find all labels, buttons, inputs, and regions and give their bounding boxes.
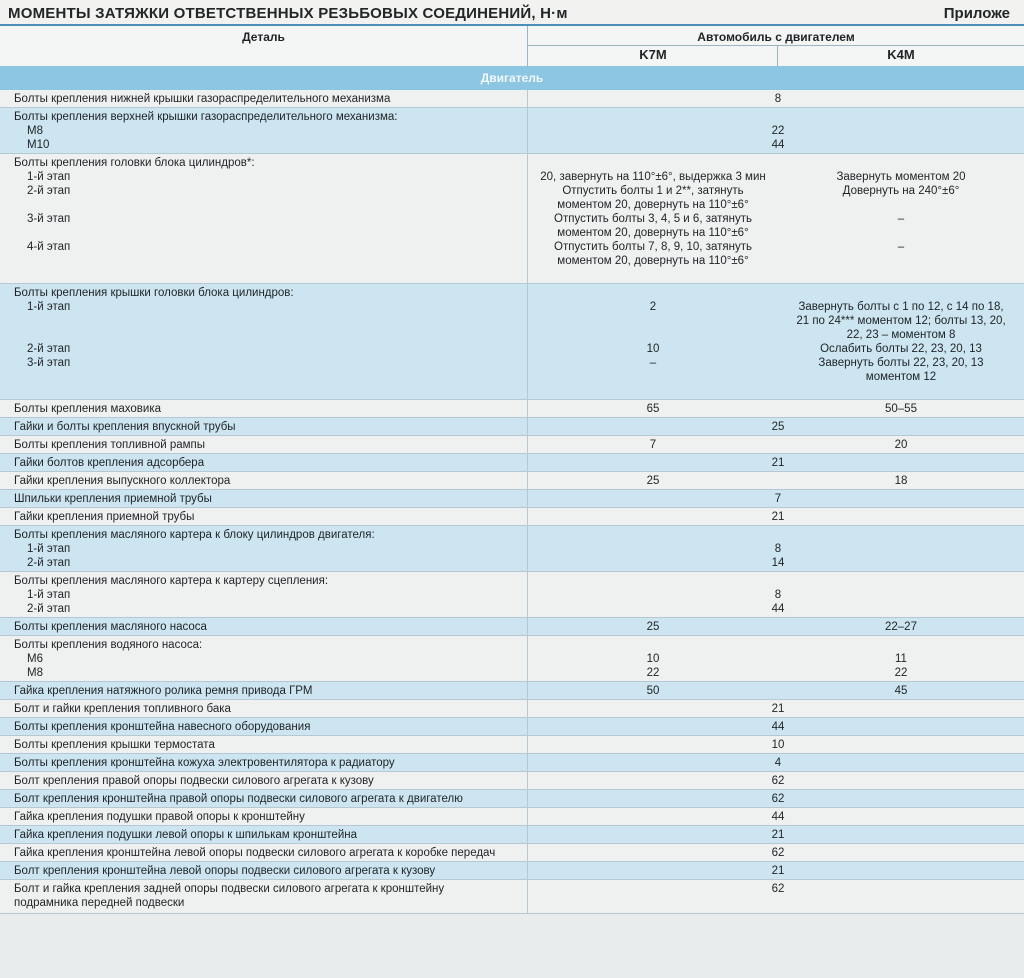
table-row [0,618,1024,636]
torque-k7m-line [528,638,778,652]
part-name [14,528,524,570]
header-divider [528,45,1024,46]
table-row [0,826,1024,844]
column-header [0,26,1024,66]
section-title: Двигатель [480,71,544,85]
part-name-line: Болты крепления масляного картера к картеру сцепления: [14,575,329,587]
part-name-line: Гайки и болты крепления впускной трубы [14,421,236,433]
part-name-line: Болты крепления крышки термостата [14,739,215,751]
page-header [0,0,1024,26]
part-name [14,638,524,680]
torque-k7m [528,286,778,370]
torque-k4m-line: 11 [895,653,907,665]
torque-both [528,420,1024,434]
table-row [0,454,1024,472]
part-name-line: Болт крепления кронштейна правой опоры подвески силового агрегата к двигателю [14,793,463,805]
torque-both-line: 62 [771,883,785,895]
part-name-line: 1-й этап [27,301,71,313]
torque-both [528,774,1024,788]
row-divider [527,436,528,454]
torque-k4m-line: 20 [894,439,908,451]
torque-k7m-line: 10 [646,653,660,665]
row-divider [527,736,528,754]
table-row [0,436,1024,454]
torque-k4m [778,438,1024,452]
row-divider [527,754,528,772]
torque-both [528,882,1024,896]
torque-both-line: 10 [771,739,785,751]
torque-k4m-line [778,226,1024,240]
table-row [0,572,1024,618]
torque-both [528,828,1024,842]
torque-both-line: 44 [771,721,785,733]
row-divider [527,508,528,526]
torque-k4m-line: 18 [894,475,908,487]
part-name-line: Болты крепления кронштейна кожуха электровентилятора к радиатору [14,757,395,769]
torque-k4m-line: 22, 23 – моментом 8 [846,329,956,341]
torque-k7m-line: Отпустить болты 3, 4, 5 и 6, затянуть [554,213,752,225]
torque-k7m-line: 65 [646,403,660,415]
torque-k7m-line: 25 [646,475,660,487]
table-row [0,508,1024,526]
torque-k7m-line: моментом 20, довернуть на 110°±6° [557,199,749,211]
torque-k4m [778,402,1024,416]
torque-both [528,456,1024,470]
torque-both-line: 44 [771,811,785,823]
row-divider [527,526,528,572]
part-name-line: Болты крепления крышки головки блока цилиндров: [14,287,294,299]
torque-k7m-line [528,286,778,300]
row-divider [527,418,528,436]
table-row [0,736,1024,754]
part-name [14,574,524,616]
part-name-line: Болт и гайка крепления задней опоры подвески силового агрегата к кронштейну [14,883,445,895]
torque-both-line: 25 [771,421,785,433]
torque-k4m-line: 22 [894,667,908,679]
row-divider [527,154,528,284]
part-name-line: Болты крепления маховика [14,403,162,415]
part-name [14,420,524,434]
torque-both-line: 62 [771,775,785,787]
torque-both-line: 14 [771,557,785,569]
part-name-line: Болты крепления головки блока цилиндров*: [14,157,255,169]
row-divider [527,808,528,826]
torque-both-line: 8 [774,589,782,601]
part-name-line: 2-й этап [27,603,71,615]
row-divider [527,790,528,808]
torque-both-line: 8 [774,93,782,105]
torque-both [528,574,1024,616]
torque-k4m-line: 22–27 [885,621,917,633]
torque-k4m-line: Завернуть болты 22, 23, 20, 13 [818,357,984,369]
torque-k4m-line: Завернуть болты с 1 по 12, с 14 по 18, [798,301,1004,313]
part-name [14,810,524,824]
row-divider [527,90,528,108]
part-name [14,456,524,470]
torque-k4m [778,638,1024,680]
part-name-line: Гайка крепления подушки левой опоры к шпилькам кронштейна [14,829,358,841]
torque-k4m [778,286,1024,384]
row-divider [527,862,528,880]
torque-k7m [528,638,778,680]
row-divider [527,108,528,154]
torque-both [528,702,1024,716]
row-divider [527,718,528,736]
torque-k7m-line: Отпустить болты 7, 8, 9, 10, затянуть [554,241,752,253]
torque-both-line: 44 [771,603,785,615]
part-name [14,702,524,716]
row-divider [527,572,528,618]
part-name-line: Болты крепления топливной рампы [14,439,206,451]
torque-k7m-line: 22 [646,667,660,679]
torque-both [528,864,1024,878]
part-name-line [14,198,524,212]
torque-both [528,720,1024,734]
part-name-line: 3-й этап [27,357,71,369]
torque-both-line: 21 [771,703,785,715]
part-name-line: Болты крепления масляного насоса [14,621,207,633]
part-name [14,792,524,806]
torque-k7m-line: 2 [649,301,657,313]
table-row [0,472,1024,490]
part-name-line: M10 [27,139,50,151]
column-divider [527,26,528,66]
part-name [14,286,524,370]
torque-k7m-line [528,328,778,342]
torque-both-line: 21 [771,865,785,877]
table-row [0,790,1024,808]
torque-k7m-line: моментом 20, довернуть на 110°±6° [557,227,749,239]
torque-k4m-line [778,156,1024,170]
part-name-line: Болт крепления правой опоры подвески силового агрегата к кузову [14,775,374,787]
table-row [0,862,1024,880]
part-name [14,402,524,416]
part-name [14,110,524,152]
part-name-line: 1-й этап [27,543,71,555]
torque-both [528,92,1024,106]
torque-k4m-line: Завернуть моментом 20 [836,171,966,183]
engine-divider [777,46,778,66]
torque-k4m [778,474,1024,488]
part-name-line: 4-й этап [27,241,71,253]
torque-both [528,846,1024,860]
part-name-line: Болт крепления кронштейна левой опоры подвески силового агрегата к кузову [14,865,436,877]
part-name-line: Болт и гайки крепления топливного бака [14,703,231,715]
torque-k7m [528,438,778,452]
part-name-line: Гайки крепления выпускного коллектора [14,475,231,487]
torque-both-line: 21 [771,457,785,469]
torque-k4m-line [778,254,1024,268]
torque-k4m-line: – [897,213,905,225]
part-name [14,510,524,524]
part-name-line: Шпильки крепления приемной трубы [14,493,212,505]
table-row [0,154,1024,284]
table-row [0,700,1024,718]
table-row [0,682,1024,700]
table-row [0,490,1024,508]
torque-both [528,492,1024,506]
torque-both-line: 22 [771,125,785,137]
torque-k4m-line: 45 [894,685,908,697]
part-name [14,864,524,878]
table-row [0,526,1024,572]
torque-k4m-line: Довернуть на 240°±6° [842,185,960,197]
part-name [14,846,524,860]
torque-k7m-line: 7 [649,439,657,451]
torque-k7m [528,402,778,416]
torque-k7m-line: Отпустить болты 1 и 2**, затянуть [562,185,744,197]
part-name-line: 2-й этап [27,557,71,569]
part-name-line: 1-й этап [27,171,71,183]
torque-k4m-line [778,198,1024,212]
part-name-line: M8 [27,125,43,137]
part-name-line: Болты крепления верхней крышки газораспределительного механизма: [14,111,398,123]
torque-both-line [528,110,1024,124]
row-divider [527,472,528,490]
torque-k4m-line: 21 по 24*** моментом 12; болты 13, 20, [796,315,1006,327]
torque-both [528,792,1024,806]
row-divider [527,826,528,844]
torque-k7m-line: – [649,357,657,369]
part-name-line: 1-й этап [27,589,71,601]
torque-k7m [528,474,778,488]
torque-k7m-line: 25 [646,621,660,633]
row-divider [527,682,528,700]
table-row [0,418,1024,436]
part-name-line [14,226,524,240]
part-name-line [14,328,524,342]
page-title: МОМЕНТЫ ЗАТЯЖКИ ОТВЕТСТВЕННЫХ РЕЗЬБОВЫХ СОЕДИНЕНИЙ, Н·м [8,5,568,22]
table-row [0,754,1024,772]
torque-k4m-line: Ослабить болты 22, 23, 20, 13 [820,343,982,355]
part-name [14,156,524,254]
row-divider [527,400,528,418]
row-divider [527,490,528,508]
part-name-line: Гайки болтов крепления адсорбера [14,457,205,469]
part-name-line: Гайка крепления подушки правой опоры к кронштейну [14,811,305,823]
part-name-line: подрамника передней подвески [14,897,185,909]
table-row [0,90,1024,108]
torque-k7m-line: 10 [646,343,660,355]
part-name [14,438,524,452]
table-row [0,108,1024,154]
table-row [0,808,1024,826]
part-name [14,756,524,770]
torque-k7m-line: 50 [646,685,660,697]
torque-k4m-line: 50–55 [885,403,917,415]
row-separator [0,913,1024,914]
torque-both-line: 62 [771,793,785,805]
torque-k7m [528,684,778,698]
torque-both-line: 62 [771,847,785,859]
torque-k7m-line [528,314,778,328]
part-name-line: M6 [27,653,43,665]
torque-k4m-line [778,286,1024,300]
torque-both-line: 8 [774,543,782,555]
torque-k4m [778,684,1024,698]
row-divider [527,454,528,472]
part-name-line: Гайка крепления натяжного ролика ремня привода ГРМ [14,685,313,697]
table-row [0,284,1024,400]
part-name [14,882,524,910]
torque-k7m-line: 20, завернуть на 110°±6°, выдержка 3 мин [540,171,766,183]
column-car: Автомобиль с двигателем [697,30,855,44]
torque-both [528,810,1024,824]
torque-both-line: 21 [771,829,785,841]
part-name [14,684,524,698]
column-detail: Деталь [242,30,285,44]
part-name [14,474,524,488]
torque-k7m-line: моментом 20, довернуть на 110°±6° [557,255,749,267]
torque-both-line: 4 [774,757,782,769]
row-divider [527,844,528,862]
table-row [0,718,1024,736]
torque-both-line: 44 [771,139,785,151]
row-divider [527,880,528,914]
part-name-line: 2-й этап [27,185,71,197]
part-name-line: 2-й этап [27,343,71,355]
part-name [14,620,524,634]
torque-k4m-line [778,638,1024,652]
row-divider [527,772,528,790]
table-row [0,772,1024,790]
row-divider [527,618,528,636]
torque-k4m-line: моментом 12 [865,371,937,383]
torque-both [528,510,1024,524]
torque-k4m [778,620,1024,634]
column-k4m: K4M [887,47,915,62]
torque-both-line [528,574,1024,588]
part-name [14,738,524,752]
part-name-line: Болты крепления нижней крышки газораспределительного механизма [14,93,391,105]
row-divider [527,636,528,682]
part-name-line: Болты крепления масляного картера к блоку цилиндров двигателя: [14,529,375,541]
table-row [0,880,1024,914]
row-divider [527,700,528,718]
appendix-label: Приложе [943,5,1010,22]
column-k7m: K7M [639,47,667,62]
torque-both [528,738,1024,752]
torque-k7m [528,620,778,634]
table-row [0,400,1024,418]
torque-k7m-line [528,156,778,170]
torque-both [528,756,1024,770]
part-name [14,92,524,106]
part-name [14,774,524,788]
torque-k4m-line: – [897,241,905,253]
part-name-line: 3-й этап [27,213,71,225]
torque-both-line: 7 [774,493,782,505]
table-row [0,636,1024,682]
part-name-line: Гайки крепления приемной трубы [14,511,195,523]
part-name-line: Болты крепления водяного насоса: [14,639,203,651]
part-name [14,492,524,506]
part-name-line: Болты крепления кронштейна навесного оборудования [14,721,311,733]
part-name-line: M8 [27,667,43,679]
part-name-line [14,314,524,328]
part-name [14,828,524,842]
table-row [0,844,1024,862]
row-divider [527,284,528,400]
part-name [14,720,524,734]
torque-table [0,90,1024,914]
torque-k7m [528,156,778,268]
part-name-line: Гайка крепления кронштейна левой опоры подвески силового агрегата к коробке передач [14,847,496,859]
torque-both-line [528,528,1024,542]
torque-both [528,110,1024,152]
torque-both-line: 21 [771,511,785,523]
torque-both [528,528,1024,570]
section-engine [0,66,1024,90]
torque-k4m [778,156,1024,268]
